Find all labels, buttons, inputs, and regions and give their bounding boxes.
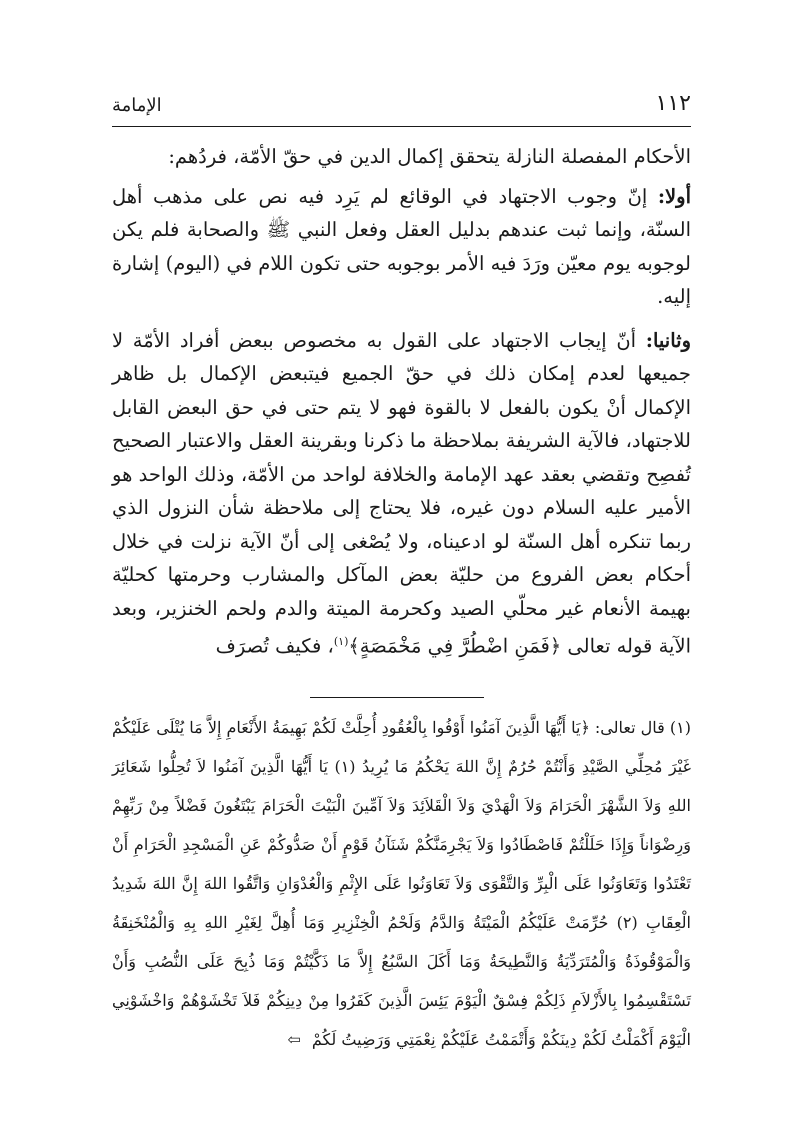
running-title: الإمامة: [112, 95, 162, 116]
footnote-marker[interactable]: (١): [333, 635, 349, 648]
footnote-divider: [310, 697, 484, 698]
paragraph-text: إنّ وجوب الاجتهاد في الوقائع لم يَرِد فيه نص على مذهب أهل السنّة، وإنما ثبت عندهم بدليل العقل وفعل النبي ﷺ والصحابة فلم يكن لوجوبه يوم معيّن ورَدَ فيه الأمر بوجوبه حتى تكون اللام في (اليوم) إشارة إليه.: [112, 184, 691, 308]
paragraph-lead: أولا:: [657, 184, 691, 208]
continue-arrow-icon: ⇦: [287, 1030, 301, 1049]
paragraph-continuation: [112, 140, 691, 174]
page-number: ١١٢: [655, 91, 691, 116]
footnote: [112, 708, 691, 1059]
paragraph-text: أنّ إيجاب الاجتهاد على القول به مخصوص ببعض أفراد الأمّة لا جميعها لعدم إمكان ذلك في حقّ الجميع فيتبعض الإكمال بل ظاهر الإكمال أنْ يكون بالفعل لا بالقوة فهو لا يتم حتى في حق البعض القابل للاجتهاد، فالآية الشريفة بملاحظة ما ذكرنا وبقرينة العقل والاعتبار الصحيح تُفصِح وتقضي بعقد عهد الإمامة والخلافة لواحد من الأمّة، وذلك الواحد هو الأمير عليه السلام دون غيره، فلا يحتاج إلى ملاحظة شأن النزول الذي ربما تنكره أهل السنّة لو ادعيناه، ولا يُصْغى إلى أنّ الآية نزلت في خلال أحكام بعض الفروع من حليّة بعض المآكل والمشارب وحرمتها كحليّة بهيمة الأنعام غير محلّي الصيد وكحرمة الميتة والدم ولحم الخنزير، وبعد الآية قوله تعالى ﴿فَمَنِ اضْطُرَّ فِي مَخْمَصَةٍ﴾: [112, 328, 691, 658]
footnote-text-block: [112, 708, 691, 1059]
paragraph-lead: وثانيا:: [645, 328, 691, 352]
page-header: [112, 88, 691, 116]
paragraph-text: ، فكيف تُصرَف: [215, 634, 334, 658]
main-text: [112, 140, 691, 673]
paragraph-second-point: [112, 324, 691, 664]
header-divider: [112, 126, 691, 127]
paragraph-text: الأحكام المفصلة النازلة يتحقق إكمال الدين في حقّ الأمّة، فردُهم:: [168, 145, 691, 168]
paragraph-first-point: [112, 180, 691, 314]
footnote-text: (١) قال تعالى: ﴿يَا أَيُّهَا الَّذِينَ آمَنُوا أَوْفُوا بِالْعُقُودِ أُحِلَّتْ لَكُمْ بَهِيمَةُ الأَنْعَامِ إِلاَّ مَا يُتْلَى عَلَيْكُمْ غَيْرَ مُحِلِّي الصَّيْدِ وَأَنْتُمْ حُرُمٌ إِنَّ اللهَ يَحْكُمُ مَا يُرِيدُ (١) يَا أَيُّهَا الَّذِينَ آمَنُوا لاَ تُحِلُّوا شَعَائِرَ اللهِ وَلاَ الشَّهْرَ الْحَرَامَ وَلاَ الْهَدْيَ وَلاَ الْقَلاَئِدَ وَلاَ آمِّينَ الْبَيْتَ الْحَرَامَ يَبْتَغُونَ فَضْلاً مِنْ رَبِّهِمْ وَرِضْوَاناً وَإِذَا حَلَلْتُمْ فَاصْطَادُوا وَلاَ يَجْرِمَنَّكُمْ شَنَآنُ قَوْمٍ أَنْ صَدُّوكُمْ عَنِ الْمَسْجِدِ الْحَرَامِ أَنْ تَعْتَدُوا وَتَعَاوَنُوا عَلَى الْبِرِّ وَالتَّقْوَى وَلاَ تَعَاوَنُوا عَلَى الإِثْمِ وَالْعُدْوَانِ وَاتَّقُوا اللهَ إِنَّ اللهَ شَدِيدُ الْعِقَابِ (٢) حُرِّمَتْ عَلَيْكُمُ الْمَيْتَةُ وَالدَّمُ وَلَحْمُ الْخِنْزِيرِ وَمَا أُهِلَّ لِغَيْرِ اللهِ بِهِ وَالْمُنْخَنِقَةُ وَالْمَوْقُوذَةُ وَالْمُتَرَدِّيَةُ وَالنَّطِيحَةُ وَمَا أَكَلَ السَّبُعُ إِلاَّ مَا ذَكَّيْتُمْ وَمَا ذُبِحَ عَلَى النُّصُبِ وَأَنْ تَسْتَقْسِمُوا بِالأَزْلاَمِ ذَلِكُمْ فِسْقٌ الْيَوْمَ يَئِسَ الَّذِينَ كَفَرُوا مِنْ دِينِكُمْ فَلاَ تَخْشَوْهُمْ وَاخْشَوْنِي الْيَوْمَ أَكْمَلْتُ لَكُمْ دِينَكُمْ وَأَتْمَمْتُ عَلَيْكُمْ نِعْمَتِي وَرَضِيتُ لَكُمْ: [112, 718, 692, 1049]
